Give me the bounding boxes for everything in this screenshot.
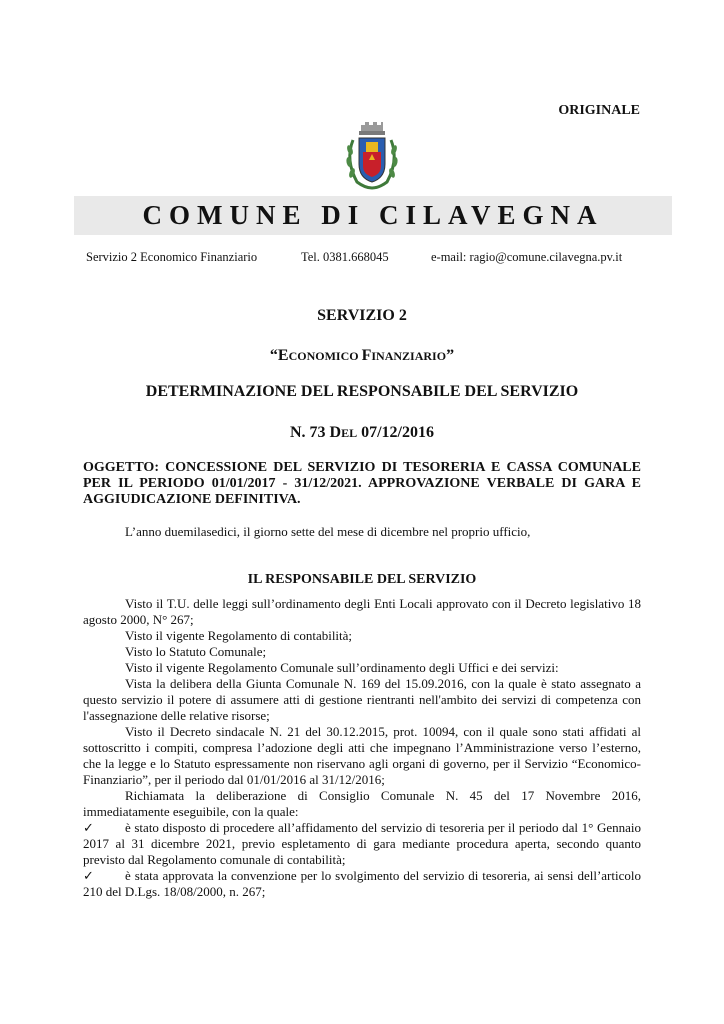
servizio-contact: Servizio 2 Economico Finanziario bbox=[86, 250, 258, 264]
original-label: ORIGINALE bbox=[558, 103, 640, 118]
email-address: e-mail: ragio@comune.cilavegna.pv.it bbox=[431, 250, 623, 264]
economico-finanziario-title: “ECONOMICO FINANZIARIO” bbox=[269, 347, 455, 364]
telephone: Tel. 0381.668045 bbox=[301, 250, 389, 264]
servizio-title: SERVIZIO 2 bbox=[317, 307, 407, 324]
paragraph: Richiamata la deliberazione di Consiglio Comunale N. 45 del 17 Novembre 2016, immediatamente eseguibile, con la quale: bbox=[83, 788, 641, 819]
municipal-crest-icon bbox=[343, 120, 401, 192]
paragraph: Vista la delibera della Giunta Comunale N. 169 del 15.09.2016, con la quale è stato assegnato a questo servizio il potere di assumere atti di gestione rientranti nell'ambito dei servizi di competenza con l'assegnazione delle relative risorse; bbox=[83, 676, 641, 723]
checkmark-icon: ✓ bbox=[83, 820, 94, 835]
responsabile-heading: IL RESPONSABILE DEL SERVIZIO bbox=[247, 572, 477, 587]
paragraph: Visto lo Statuto Comunale; bbox=[125, 644, 267, 659]
check-item: ✓ è stato disposto di procedere all’affidamento del servizio di tesoreria per il periodo dal 1° Gennaio 2017 al 31 dicembre 2021, previo espletamento di gara mediante procedura aperta, secondo quanto previsto dal Regolamento comunale di contabilità; bbox=[83, 820, 641, 867]
intro-text: L’anno duemilasedici, il giorno sette del mese di dicembre nel proprio ufficio, bbox=[125, 524, 531, 539]
determinazione-title: DETERMINAZIONE DEL RESPONSABILE DEL SERVIZIO bbox=[145, 383, 579, 400]
determinazione-number: N. 73 DEL 07/12/2016 bbox=[289, 424, 434, 441]
paragraph: Visto il vigente Regolamento Comunale sull’ordinamento degli Uffici e dei servizi: bbox=[125, 660, 559, 675]
checkmark-icon: ✓ bbox=[83, 868, 94, 883]
body-text bbox=[83, 596, 641, 900]
paragraph: Visto il Decreto sindacale N. 21 del 30.12.2015, prot. 10094, con il quale sono stati affidati al sottoscritto i compiti, compresa l’adozione degli atti che impegnano l’Amministrazione verso l’esterno, che la legge e lo Statuto espressamente non riservano agli organi di governo, per il Servizio “Economico-Finanziario”, per il periodo dal 01/01/2016 al 31/12/2016; bbox=[83, 724, 641, 787]
paragraph: Visto il vigente Regolamento di contabilità; bbox=[125, 628, 353, 643]
check-item: ✓ è stata approvata la convenzione per lo svolgimento del servizio di tesoreria, ai sensi dell’articolo 210 del D.Lgs. 18/08/2000, n. 267; bbox=[83, 868, 641, 899]
comune-banner: COMUNE DI CILAVEGNA bbox=[74, 196, 672, 235]
oggetto-text: OGGETTO: CONCESSIONE DEL SERVIZIO DI TESORERIA E CASSA COMUNALE PER IL PERIODO 01/01/2017 - 31/12/2021. APPROVAZIONE VERBALE DI GARA E AGGIUDICAZIONE DEFINITIVA. bbox=[83, 460, 641, 507]
paragraph: Visto il T.U. delle leggi sull’ordinamento degli Enti Locali approvato con il Decreto legislativo 18 agosto 2000, N° 267; bbox=[83, 596, 641, 627]
